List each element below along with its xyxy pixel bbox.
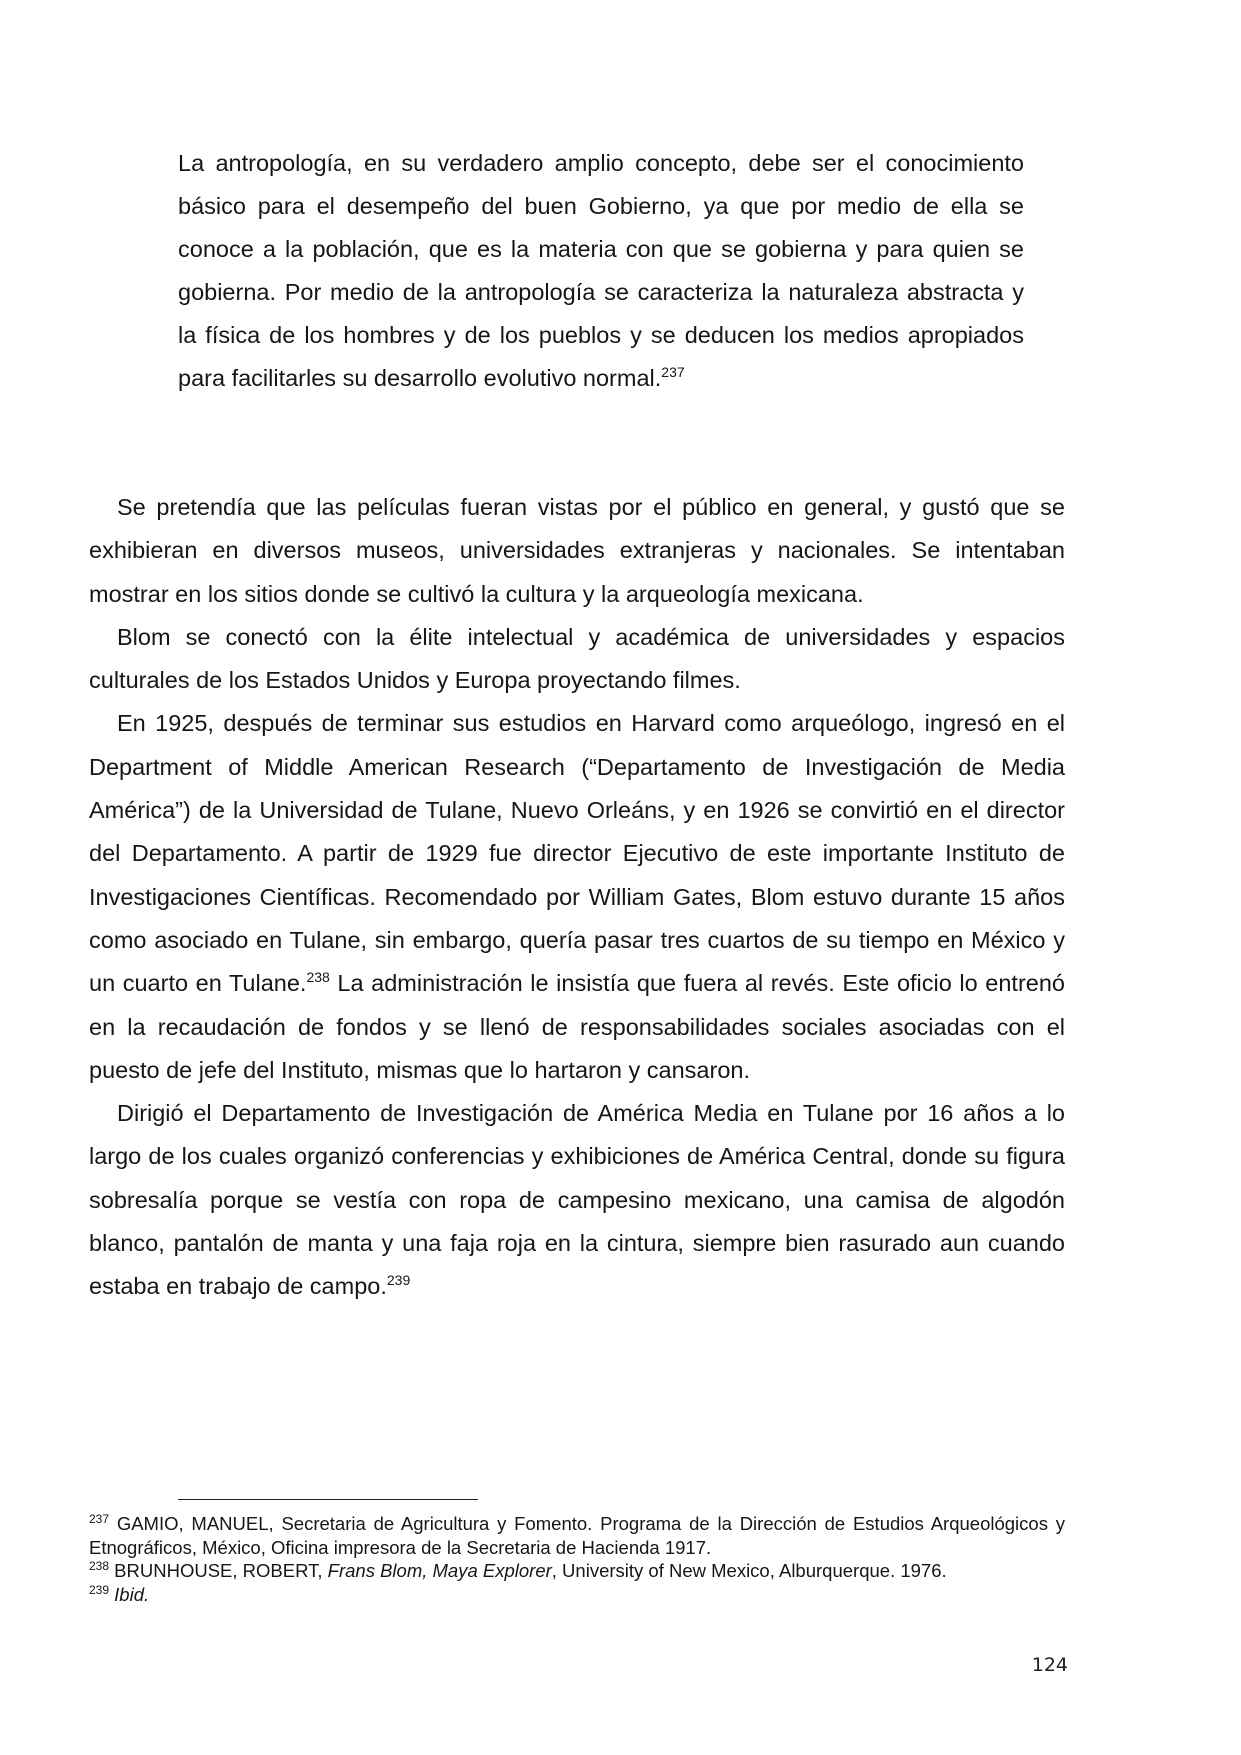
footnote-ref-239[interactable]: 239 — [386, 1272, 411, 1289]
footnote-237 — [89, 1512, 1065, 1559]
footnote-text: BRUNHOUSE, ROBERT, — [109, 1560, 323, 1581]
footnote-number: 237 — [89, 1512, 110, 1526]
paragraph-3 — [89, 702, 1065, 1092]
quote-text: La antropología, en su verdadero amplio concepto, debe ser el conocimiento básico para el desempeño del buen Gobierno, ya que por medio de ella se conoce a la población, que es la materia con que se gobierna y para quien se gobierna. Por medio de la antropología se caracteriza la naturaleza abstracta y la física de los hombres y de los pueblos y se deducen los medios apropiados para facilitarles su desarrollo evolutivo normal. — [178, 150, 1024, 391]
footnotes — [89, 1512, 1065, 1606]
footnote-title: Frans Blom, Maya Explorer — [322, 1560, 552, 1581]
footnote-text: , University of New Mexico, Alburquerque. 1976. — [551, 1560, 947, 1581]
body-text — [89, 486, 1065, 1309]
footnote-238 — [89, 1559, 1065, 1583]
footnote-ibid: Ibid. — [109, 1583, 150, 1605]
paragraph-1: Se pretendía que las películas fueran vistas por el público en general, y gustó que se exhibieran en diversos museos, universidades extranjeras y nacionales. Se intentaban mostrar en los sitios donde se cultivó la cultura y la arqueología mexicana. — [89, 494, 1065, 607]
footnote-number: 239 — [89, 1582, 110, 1597]
paragraph-3-text-b: La administración le insistía que fuera al revés. Este oficio lo entrenó en la recaudación de fondos y se llenó de responsabilidades sociales asociadas con el puesto de jefe del Instituto, mismas que lo hartaron y cansaron. — [89, 970, 1065, 1083]
footnote-text: GAMIO, MANUEL, Secretaria de Agricultura y Fomento. Programa de la Dirección de Estudios Arqueológicos y Etnográficos, México, Oficina impresora de la Secretaria de Hacienda 1917. — [89, 1513, 1065, 1558]
page-number: 124 — [1031, 1654, 1068, 1676]
footnote-number: 238 — [89, 1559, 110, 1573]
paragraph-4-text: Dirigió el Departamento de Investigación de América Media en Tulane por 16 años a lo largo de los cuales organizó conferencias y exhibiciones de América Central, donde su figura sobresalía porque se vestía con ropa de campesino mexicano, una camisa de algodón blanco, pantalón de manta y una faja roja en la cintura, siempre bien rasurado aun cuando estaba en trabajo de campo. — [89, 1100, 1065, 1300]
footnote-separator — [178, 1499, 478, 1500]
paragraph-2: Blom se conectó con la élite intelectual y académica de universidades y espacios culturales de los Estados Unidos y Europa proyectando filmes. — [89, 623, 1065, 694]
paragraph-3-text-a: En 1925, después de terminar sus estudios en Harvard como arqueólogo, ingresó en el Department of Middle American Research (“Departamento de Investigación de Media América”) de la Universidad de Tulane, Nuevo Orleáns, y en 1926 se convirtió en el director del Departamento. A partir de 1929 fue director Ejecutivo de este importante Instituto de Investigaciones Científicas. Recomendado por William Gates, Blom estuvo durante 15 años como asociado en Tulane, sin embargo, quería pasar tres cuartos de su tiempo en México y un cuarto en Tulane. — [89, 710, 1065, 997]
footnote-ref-237[interactable]: 237 — [661, 364, 685, 380]
paragraph-4 — [89, 1092, 1065, 1308]
footnote-ref-238[interactable]: 238 — [306, 969, 330, 986]
block-quote — [178, 142, 1024, 400]
footnote-239 — [89, 1583, 1065, 1607]
